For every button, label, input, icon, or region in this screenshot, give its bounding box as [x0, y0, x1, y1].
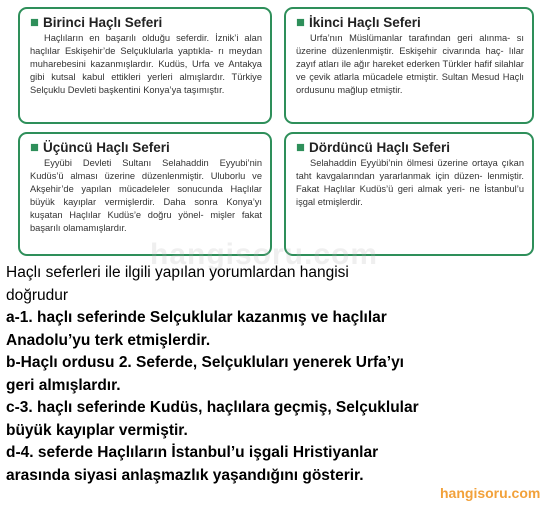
- card-line: Haçlılar büyük kayıplar vermişlerdir. Daha sonra: [30, 184, 262, 207]
- site-logo: hangisoru.com: [440, 485, 541, 501]
- card-line: sı üzerine düzenlenmiştir. Eskişehir civarında haç-: [296, 33, 524, 56]
- card-line: lenmiştir. Fakat Haçlılar Kudüs’ü geri almak yeri-: [296, 171, 524, 194]
- card-title: Dördüncü Haçlı Seferi: [309, 140, 451, 155]
- card-line: Selahaddin Eyyübi’nin ölmesi üzerine ortaya: [310, 158, 498, 168]
- card-line: mişler fakat başarılı olamamışlardır.: [30, 210, 262, 233]
- card-first-crusade: [18, 7, 272, 124]
- card-body: [296, 157, 524, 209]
- question-stem: Haçlı seferleri ile ilgili yapılan yorumlardan hangisi doğrudur: [6, 264, 349, 304]
- card-line: rı meydan muharebesini kazanmışlardır. Kudüs,: [30, 46, 262, 69]
- card-line: Haçlıların en başarılı olduğu seferdir. İznik’i: [44, 33, 239, 43]
- card-line: çıkan taht kavgalarından yararlanmak için düzen-: [296, 158, 524, 181]
- card-second-crusade: [284, 7, 534, 124]
- card-line: Eyyübi Devleti Sultanı Selahaddin Eyyubi’nin: [44, 158, 262, 168]
- bullet-icon: [30, 18, 39, 27]
- card-line: hafif silahlar ve çevik atlarla mücadele etmiştir.: [296, 59, 524, 82]
- card-body: [30, 157, 262, 235]
- card-line: Konya’ya taşımıştır.: [143, 85, 225, 95]
- card-title: İkinci Haçlı Seferi: [309, 15, 421, 30]
- card-line: almışlardır. Türkiye Selçuklu Devleti başkentini: [30, 72, 263, 95]
- card-body: [296, 32, 524, 97]
- card-body: [30, 32, 262, 97]
- card-line: alan haçlılar Eskişehir’de Selçuklularla yaptıkla-: [30, 33, 262, 56]
- question-block: [6, 262, 536, 487]
- card-line: ne İstanbul’u işgal etmişlerdir.: [296, 184, 524, 207]
- card-line: ve Akşehir’de yapılan mücadeleler sonucunda: [30, 171, 262, 194]
- option-c[interactable]: c-3. haçlı seferinde Kudüs, haçlılara geçmiş, Selçuklular büyük kayıplar vermiştir.: [6, 399, 419, 439]
- card-line: Konya’yı kuşatan Haçlılar Kudüs’e doğru yönel-: [30, 197, 263, 220]
- bullet-icon: [296, 143, 305, 152]
- card-title: Üçüncü Haçlı Seferi: [43, 140, 170, 155]
- option-d[interactable]: d-4. seferde Haçlıların İstanbul’u işgali Hristiyanlar arasında siyasi anlaşmazlık yaşandığını gösterir.: [6, 444, 379, 484]
- bullet-icon: [30, 143, 39, 152]
- card-line: Sultan Mesud Haçlı ordusunu mağlup etmiştir.: [296, 72, 524, 95]
- card-line: Urfa’nın Müslümanlar tarafından geri alınma-: [310, 33, 511, 43]
- card-line: Urfa ve Antakya gibi kutsal kabul ettikleri yerleri: [30, 59, 262, 82]
- bullet-icon: [296, 18, 305, 27]
- option-a[interactable]: a-1. haçlı seferinde Selçuklular kazanmış ve haçlılar Anadolu’yu terk etmişlerdir.: [6, 309, 387, 349]
- card-line: lılar zayıf atları ile ağır hareket ederken Türkler: [296, 46, 524, 69]
- watermark: hangisoru.com: [150, 238, 379, 271]
- card-line: Kudüs’ü alması üzerine düzenlenmiştir. Uluborlu: [30, 171, 246, 181]
- card-title: Birinci Haçlı Seferi: [43, 15, 163, 30]
- option-b[interactable]: b-Haçlı ordusu 2. Seferde, Selçukluları yenerek Urfa’yı geri almışlardır.: [6, 354, 404, 394]
